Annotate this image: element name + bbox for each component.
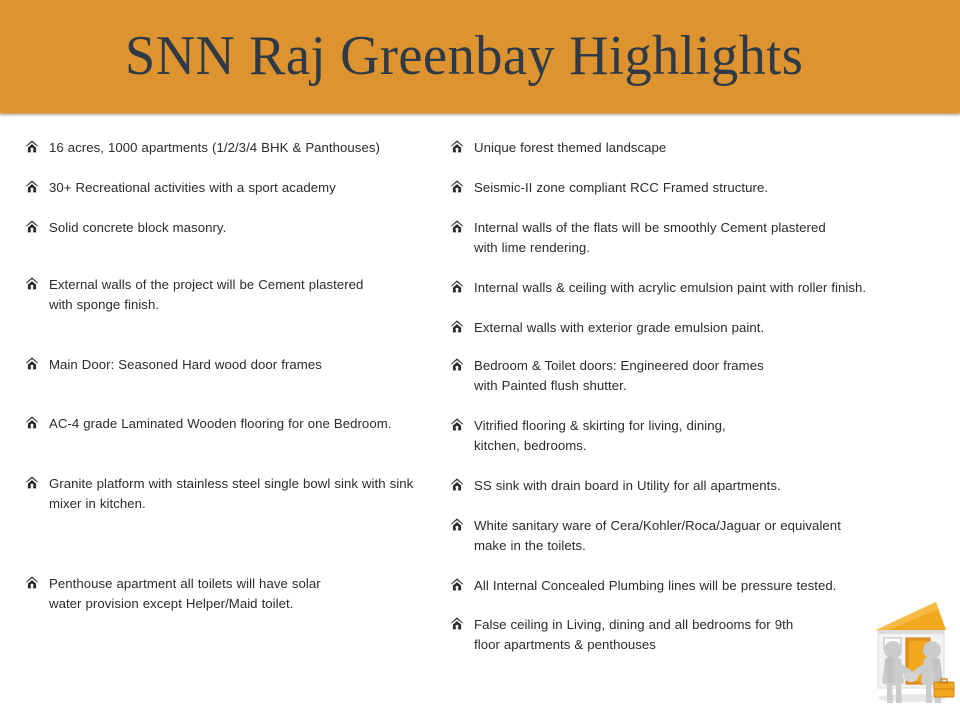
list-item (449, 218, 849, 258)
list-item-text: Bedroom & Toilet doors: Engineered door frames with Painted flush shutter. (474, 358, 764, 393)
home-icon (449, 477, 465, 493)
list-item (449, 416, 769, 456)
list-item-text: Vitrified flooring & skirting for living, dining, kitchen, bedrooms. (474, 418, 726, 453)
list-item (449, 278, 879, 298)
list-item (449, 615, 809, 655)
home-icon (449, 417, 465, 433)
header-band (0, 0, 960, 113)
list-item-text: Solid concrete block masonry. (49, 220, 227, 235)
home-icon (449, 179, 465, 195)
list-item-text: AC-4 grade Laminated Wooden flooring for one Bedroom. (49, 416, 392, 431)
home-icon (449, 279, 465, 295)
handshake-in-front-of-house-illustration (862, 594, 958, 706)
list-item-text: Unique forest themed landscape (474, 140, 667, 155)
list-item (449, 318, 879, 338)
home-icon (449, 219, 465, 235)
home-icon (24, 139, 40, 155)
list-item-text: Seismic-II zone compliant RCC Framed structure. (474, 180, 769, 195)
home-icon (24, 219, 40, 235)
list-item-text: Granite platform with stainless steel single bowl sink with sink mixer in kitchen. (49, 476, 414, 511)
right-highlights-column (449, 130, 909, 655)
home-icon (449, 319, 465, 335)
list-item-text: Main Door: Seasoned Hard wood door frames (49, 357, 322, 372)
list-item (449, 178, 879, 198)
list-item (24, 574, 354, 614)
home-icon (449, 616, 465, 632)
home-icon (24, 356, 40, 372)
list-item-text: External walls with exterior grade emulsion paint. (474, 320, 765, 335)
list-item (449, 138, 879, 158)
list-item-text: Penthouse apartment all toilets will have solar water provision except Helper/Maid toilet. (49, 576, 321, 611)
list-item (24, 218, 424, 238)
home-icon (449, 139, 465, 155)
list-item-text: All Internal Concealed Plumbing lines will be pressure tested. (474, 578, 837, 593)
home-icon (24, 276, 40, 292)
list-item (24, 414, 424, 434)
home-icon (24, 415, 40, 431)
list-item (449, 476, 879, 496)
home-icon (24, 179, 40, 195)
list-item-text: Internal walls & ceiling with acrylic emulsion paint with roller finish. (474, 280, 867, 295)
list-item (24, 138, 424, 158)
home-icon (449, 357, 465, 373)
list-item (24, 275, 379, 315)
home-icon (449, 577, 465, 593)
list-item-text: 30+ Recreational activities with a sport academy (49, 180, 336, 195)
list-item (449, 576, 879, 596)
list-item-text: External walls of the project will be Cement plastered with sponge finish. (49, 277, 364, 312)
list-item-text: False ceiling in Living, dining and all bedrooms for 9th floor apartments & penthouses (474, 617, 794, 652)
list-item (449, 516, 864, 556)
list-item-text: SS sink with drain board in Utility for all apartments. (474, 478, 781, 493)
home-icon (24, 475, 40, 491)
home-icon (449, 517, 465, 533)
list-item (24, 178, 424, 198)
list-item (449, 356, 784, 396)
list-item (24, 355, 424, 375)
list-item-text: 16 acres, 1000 apartments (1/2/3/4 BHK & Panthouses) (49, 140, 380, 155)
home-icon (24, 575, 40, 591)
left-highlights-column (24, 130, 444, 614)
list-item-text: Internal walls of the flats will be smoothly Cement plastered with lime rendering. (474, 220, 826, 255)
page-title: SNN Raj Greenbay Highlights (125, 25, 804, 87)
list-item-text: White sanitary ware of Cera/Kohler/Roca/Jaguar or equivalent make in the toilets. (474, 518, 841, 553)
list-item (24, 474, 439, 514)
